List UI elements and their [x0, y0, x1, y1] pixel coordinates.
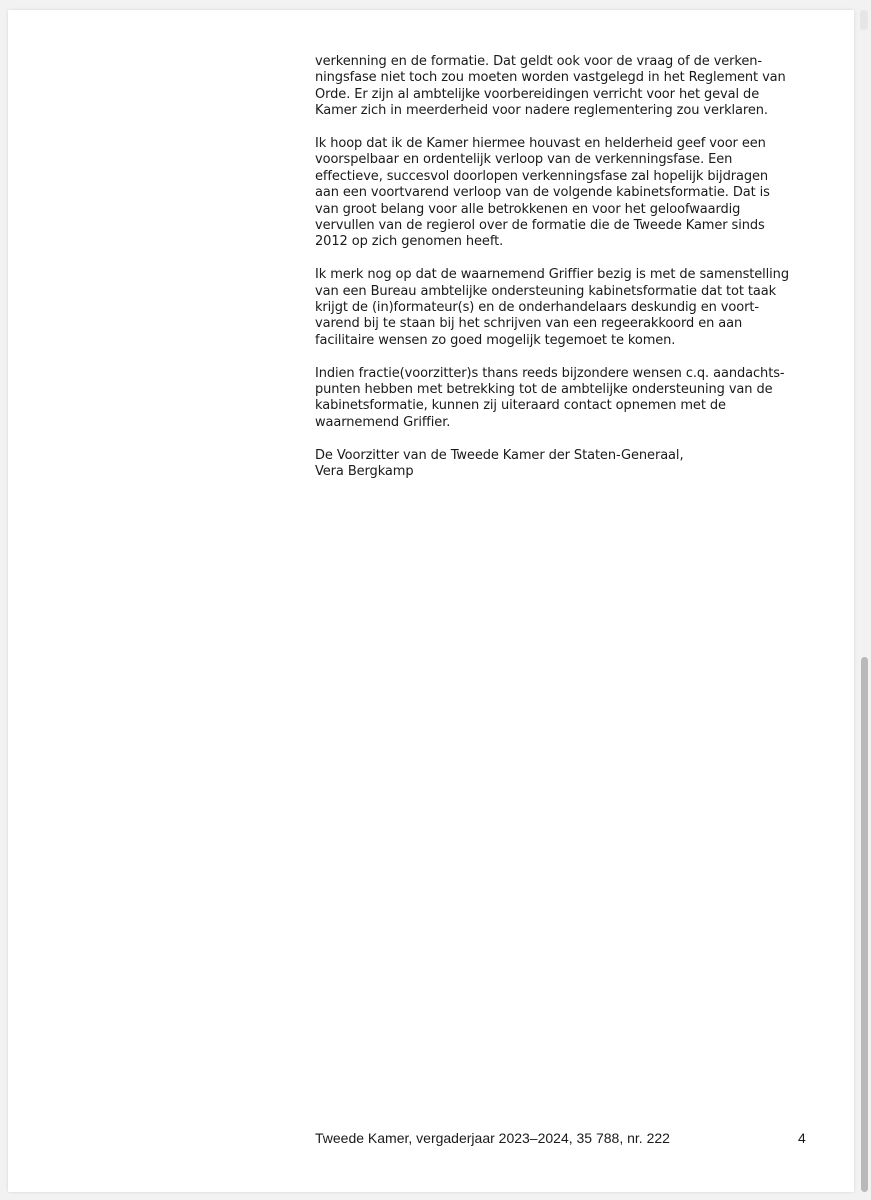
text-line: ningsfase niet toch zou moeten worden vastgelegd in het Reglement van: [315, 70, 786, 86]
text-line: Ik merk nog op dat de waarnemend Griffier bezig is met de samenstelling: [315, 267, 789, 283]
text-line: waarnemend Griffier.: [315, 414, 451, 430]
text-line: punten hebben met betrekking tot de ambtelijke ondersteuning van de: [315, 382, 773, 398]
text-line: kabinetsformatie, kunnen zij uiteraard contact opnemen met de: [315, 398, 726, 414]
page-footer: Tweede Kamer, vergaderjaar 2023–2024, 35 788, nr. 222: [315, 1130, 670, 1146]
text-line: facilitaire wensen zo goed mogelijk tegemoet te komen.: [315, 332, 676, 348]
text-line: van groot belang voor alle betrokkenen en voor het geloofwaardig: [315, 201, 741, 217]
text-line: krijgt de (in)formateur(s) en de onderhandelaars deskundig en voort-: [315, 300, 759, 316]
text-line: Indien fractie(voorzitter)s thans reeds bijzondere wensen c.q. aandachts-: [315, 365, 785, 381]
text-line: Ik hoop dat ik de Kamer hiermee houvast en helderheid geef voor een: [315, 136, 766, 152]
text-line: verkenning en de formatie. Dat geldt ook voor de vraag of de verken-: [315, 54, 763, 69]
text-line: voorspelbaar en ordentelijk verloop van de verkenningsfase. Een: [315, 152, 733, 168]
signature-name: Vera Bergkamp: [315, 464, 414, 480]
paragraph-verkenning: [315, 54, 825, 120]
document-page: [8, 10, 854, 1192]
text-line: Orde. Er zijn al ambtelijke voorbereidingen verricht voor het geval de: [315, 86, 760, 102]
paragraph-wensen: [315, 366, 825, 432]
paragraph-houvast: [315, 136, 825, 251]
text-line: vervullen van de regierol over de formatie die de Tweede Kamer sinds: [315, 218, 765, 234]
text-line: aan een voortvarend verloop van de volgende kabinetsformatie. Dat is: [315, 185, 770, 201]
scrollbar-thumb[interactable]: [861, 657, 868, 1192]
text-line: van een Bureau ambtelijke ondersteuning kabinetsformatie dat tot taak: [315, 283, 777, 299]
body-text: [315, 54, 825, 497]
text-line: Kamer zich in meerderheid voor nadere reglementering zou verklaren.: [315, 103, 768, 119]
text-line: 2012 op zich genomen heeft.: [315, 234, 504, 250]
paragraph-griffier-bureau: [315, 267, 825, 349]
page-number: 4: [798, 1130, 806, 1146]
signature-block: [315, 448, 825, 481]
text-line: effectieve, succesvol doorlopen verkenningsfase zal hopelijk bijdragen: [315, 168, 769, 184]
signature-title: De Voorzitter van de Tweede Kamer der Staten-Generaal,: [315, 447, 684, 463]
text-line: varend bij te staan bij het schrijven van een regeerakkoord en aan: [315, 316, 743, 332]
